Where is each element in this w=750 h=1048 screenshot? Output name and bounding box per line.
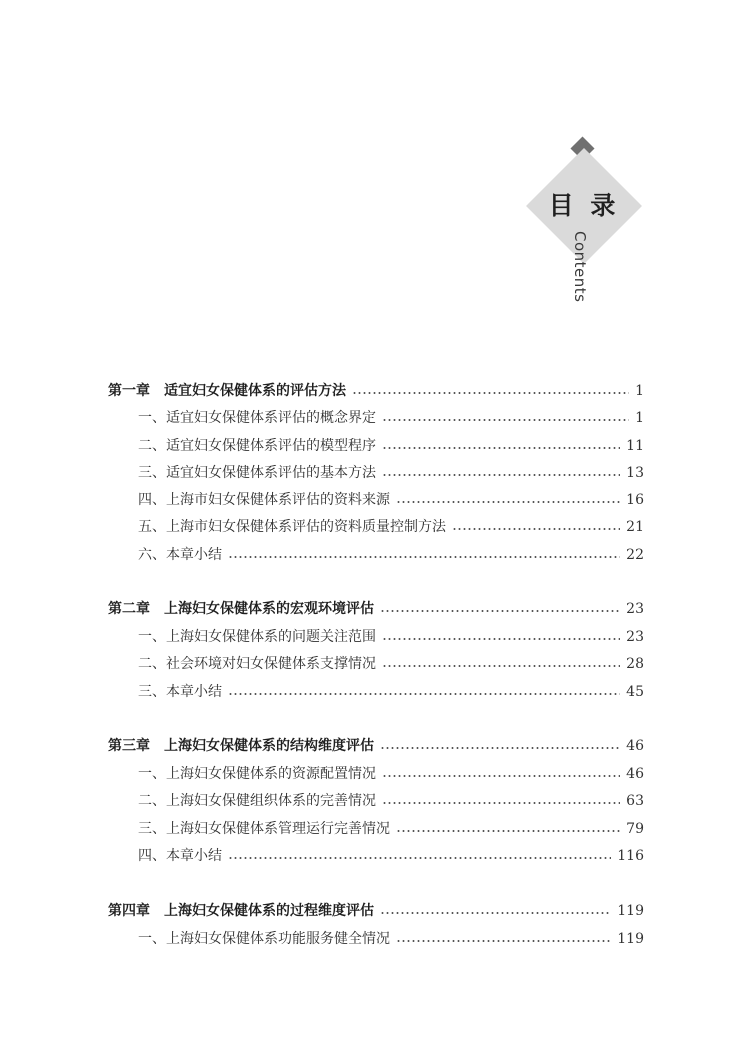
page-number: 13 <box>626 465 644 481</box>
page-number: 79 <box>626 821 644 837</box>
toc-section[interactable] <box>138 928 644 950</box>
toc-section[interactable] <box>138 845 644 867</box>
page-number: 119 <box>617 903 644 919</box>
section-title: 五、上海市妇女保健体系评估的资料质量控制方法 <box>138 519 446 535</box>
chapter-number: 第二章 <box>108 601 150 617</box>
page-number: 1 <box>635 410 644 426</box>
chapter-number: 第一章 <box>108 383 150 399</box>
toc-chapter-2[interactable] <box>108 598 644 620</box>
toc-section[interactable] <box>138 653 644 675</box>
page-number: 119 <box>617 931 644 947</box>
toc-chapter-4[interactable] <box>108 900 644 922</box>
page-number: 23 <box>626 629 644 645</box>
page-number: 46 <box>626 766 644 782</box>
page-number: 23 <box>626 601 644 617</box>
leader-dots <box>382 790 620 812</box>
page-number: 116 <box>617 848 644 864</box>
leader-dots <box>382 435 620 457</box>
toc-section[interactable] <box>138 763 644 785</box>
page-number: 63 <box>626 793 644 809</box>
contents-subtitle: Contents <box>571 231 589 303</box>
chapter-number: 第三章 <box>108 738 150 754</box>
toc-section[interactable] <box>138 626 644 648</box>
section-title: 四、本章小结 <box>138 848 222 864</box>
toc-section[interactable] <box>138 790 644 812</box>
section-title: 三、适宜妇女保健体系评估的基本方法 <box>138 465 376 481</box>
section-title: 二、社会环境对妇女保健体系支撑情况 <box>138 656 376 672</box>
chapter-title: 上海妇女保健体系的结构维度评估 <box>164 738 374 754</box>
leader-dots <box>382 626 620 648</box>
chapter-title: 适宜妇女保健体系的评估方法 <box>164 383 346 399</box>
page-number: 11 <box>626 438 644 454</box>
page-number: 16 <box>626 492 644 508</box>
leader-dots <box>396 489 620 511</box>
page-number: 28 <box>626 656 644 672</box>
section-title: 四、上海市妇女保健体系评估的资料来源 <box>138 492 390 508</box>
page-number: 45 <box>626 684 644 700</box>
section-title: 六、本章小结 <box>138 547 222 563</box>
toc-chapter-1[interactable] <box>108 380 644 402</box>
leader-dots <box>228 544 620 566</box>
toc-section[interactable] <box>138 435 644 457</box>
leader-dots <box>452 516 620 538</box>
section-title: 一、适宜妇女保健体系评估的概念界定 <box>138 410 376 426</box>
section-title: 一、上海妇女保健体系功能服务健全情况 <box>138 931 390 947</box>
chapter-title: 上海妇女保健体系的过程维度评估 <box>164 903 374 919</box>
toc-section[interactable] <box>138 818 644 840</box>
leader-dots <box>380 900 611 922</box>
section-title: 一、上海妇女保健体系的问题关注范围 <box>138 629 376 645</box>
leader-dots <box>396 928 611 950</box>
page-number: 46 <box>626 738 644 754</box>
leader-dots <box>396 818 620 840</box>
leader-dots <box>380 598 620 620</box>
chapter-title: 上海妇女保健体系的宏观环境评估 <box>164 601 374 617</box>
toc-section[interactable] <box>138 516 644 538</box>
section-title: 二、上海妇女保健组织体系的完善情况 <box>138 793 376 809</box>
leader-dots <box>382 462 620 484</box>
toc-section[interactable] <box>138 462 644 484</box>
toc-section[interactable] <box>138 681 644 703</box>
section-title: 三、本章小结 <box>138 684 222 700</box>
leader-dots <box>228 845 611 867</box>
toc-section[interactable] <box>138 489 644 511</box>
leader-dots <box>352 380 629 402</box>
toc-chapter-3[interactable] <box>108 735 644 757</box>
section-title: 二、适宜妇女保健体系评估的模型程序 <box>138 438 376 454</box>
leader-dots <box>228 681 620 703</box>
toc-section[interactable] <box>138 544 644 566</box>
leader-dots <box>382 763 620 785</box>
leader-dots <box>382 653 620 675</box>
page-number: 1 <box>635 383 644 399</box>
chapter-number: 第四章 <box>108 903 150 919</box>
section-title: 三、上海妇女保健体系管理运行完善情况 <box>138 821 390 837</box>
leader-dots <box>382 407 629 429</box>
page-number: 22 <box>626 547 644 563</box>
page-title: 目 录 <box>548 191 620 220</box>
page-number: 21 <box>626 519 644 535</box>
toc-section[interactable] <box>138 407 644 429</box>
section-title: 一、上海妇女保健体系的资源配置情况 <box>138 766 376 782</box>
leader-dots <box>380 735 620 757</box>
